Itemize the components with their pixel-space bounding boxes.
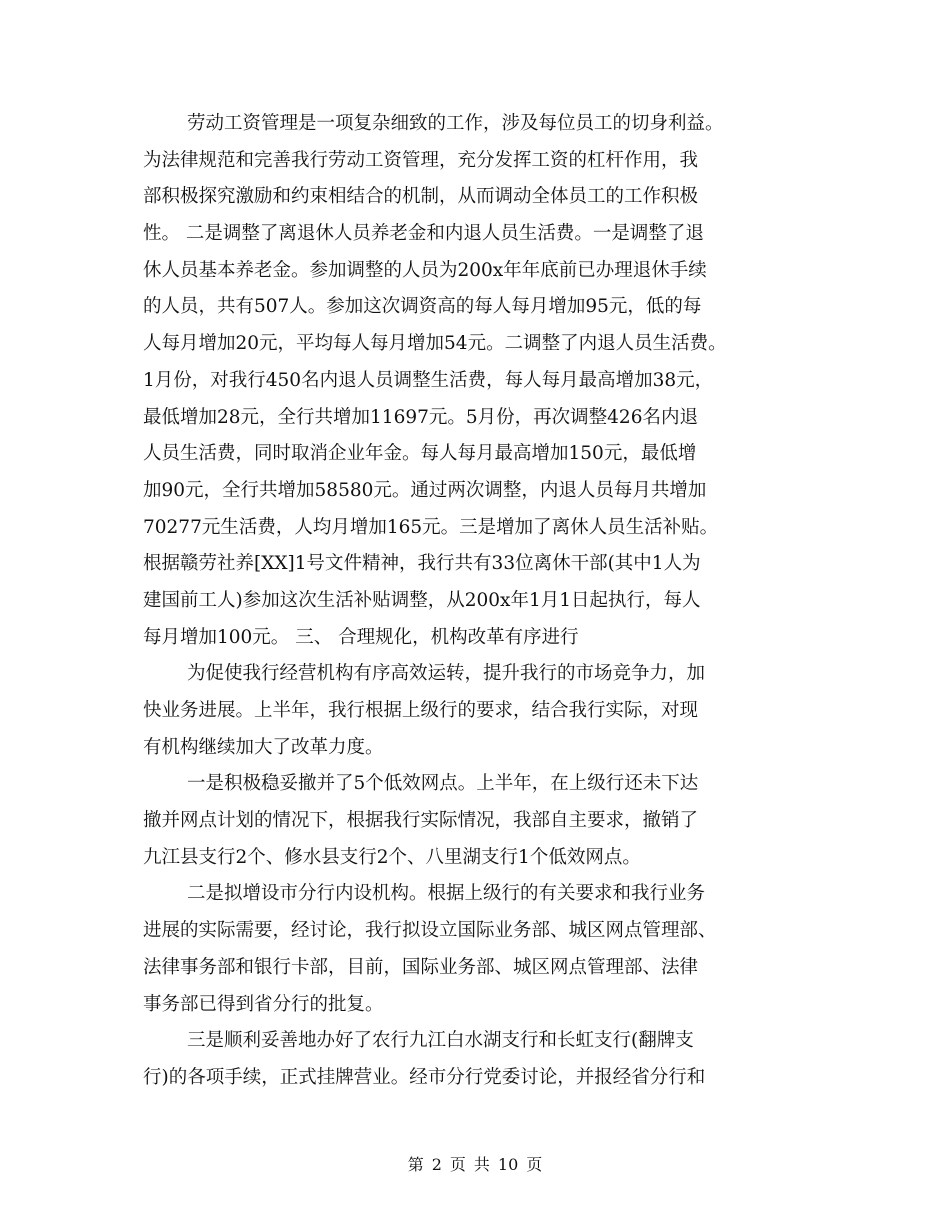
text-line: 劳动工资管理是一项复杂细致的工作，涉及每位员工的切身利益。 <box>187 113 724 134</box>
text-line: 一是积极稳妥撤并了5个低效网点。上半年，在上级行还未下达 <box>187 773 699 795</box>
footer-total-pages: 10 <box>497 1155 519 1174</box>
text-line: 快业务进展。上半年，我行根据上级行的要求，结合我行实际，对现 <box>143 700 699 721</box>
text-line: 九江县支行2个、修水县支行2个、八里湖支行1个低效网点。 <box>143 846 641 868</box>
text-line: 二是拟增设市分行内设机构。根据上级行的有关要求和我行业务 <box>187 883 706 905</box>
text-line: 有机构继续加大了改革力度。 <box>143 736 384 758</box>
text-line: 每月增加100元。 三、 合理规化，机构改革有序进行 <box>143 626 579 648</box>
text-line: 最低增加28元，全行共增加11697元。5月份，再次调整426名内退 <box>143 406 698 428</box>
text-line: 加90元，全行共增加58580元。通过两次调整，内退人员每月共增加 <box>143 479 707 501</box>
footer-total-label: 共 <box>473 1155 490 1174</box>
text-line: 1月份，对我行450名内退人员调整生活费，每人每月最高增加38元， <box>143 369 714 391</box>
text-line: 根据赣劳社养[XX]1号文件精神，我行共有33位离休干部(其中1人为 <box>143 553 701 575</box>
text-line: 部积极探究激励和约束相结合的机制，从而调动全体员工的工作积极 <box>143 186 699 208</box>
text-line: 三是顺利妥善地办好了农行九江白水湖支行和长虹支行(翻牌支 <box>187 1030 694 1052</box>
text-line: 行)的各项手续，正式挂牌营业。经市分行党委讨论，并报经省分行和 <box>143 1066 706 1088</box>
document-body <box>143 106 808 1097</box>
text-line: 休人员基本养老金。参加调整的人员为200x年年底前已办理退休手续 <box>143 259 707 281</box>
text-line: 事务部已得到省分行的批复。 <box>143 993 384 1015</box>
text-line: 人员生活费，同时取消企业年金。每人每月最高增加150元，最低增 <box>143 443 697 465</box>
text-line: 人每月增加20元，平均每人每月增加54元。二调整了内退人员生活费。 <box>143 333 727 355</box>
text-line: 建国前工人)参加这次生活补贴调整，从200x年1月1日起执行，每人 <box>143 589 701 611</box>
text-line: 的人员，共有507人。参加这次调资高的每人每月增加95元，低的每 <box>143 296 702 318</box>
footer-page-number: 2 <box>431 1155 442 1174</box>
footer-suffix: 页 <box>526 1155 543 1174</box>
text-line: 为法律规范和完善我行劳动工资管理，充分发挥工资的杠杆作用，我 <box>143 149 699 171</box>
footer-prefix: 第 <box>407 1155 424 1174</box>
page-footer <box>0 1153 950 1177</box>
text-line: 进展的实际需要，经讨论，我行拟设立国际业务部、城区网点管理部、 <box>143 920 717 942</box>
text-line: 撤并网点计划的情况下，根据我行实际情况，我部自主要求，撤销了 <box>143 810 699 832</box>
text-line: 法律事务部和银行卡部，目前，国际业务部、城区网点管理部、法律 <box>143 956 699 978</box>
text-line: 性。 二是调整了离退休人员养老金和内退人员生活费。一是调整了退 <box>143 223 704 245</box>
text-line: 70277元生活费，人均月增加165元。三是增加了离休人员生活补贴。 <box>143 516 719 538</box>
text-line: 为促使我行经营机构有序高效运转，提升我行的市场竞争力，加 <box>187 663 706 685</box>
footer-page-unit: 页 <box>449 1155 466 1174</box>
